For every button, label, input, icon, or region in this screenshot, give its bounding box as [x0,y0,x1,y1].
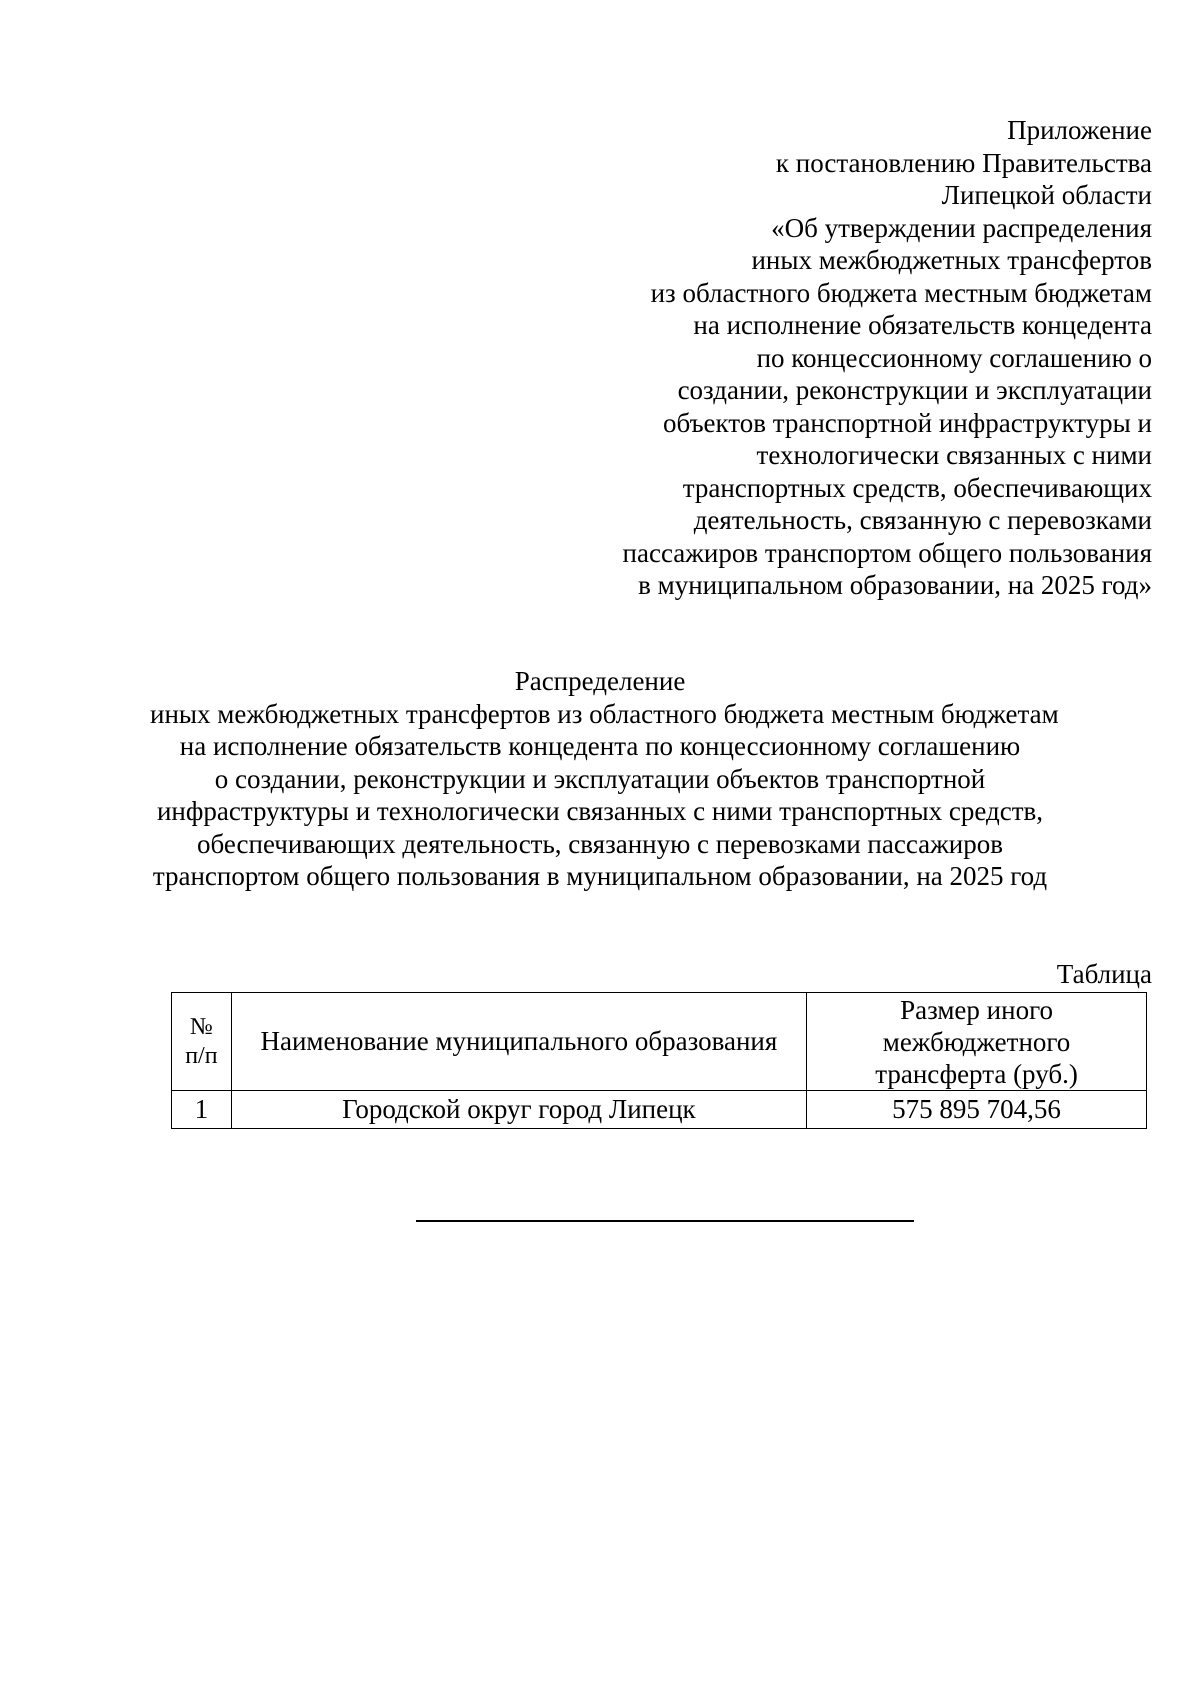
header-transfer-amount [807,993,1147,1091]
title-line: на исполнение обязательств концедента по концессионному соглашению [179,731,1021,761]
header-amount-line: Размер иного [900,994,1053,1025]
title-line: инфраструктуры и технологически связанных с ними транспортных средств, [156,796,1044,826]
title-line: иных межбюджетных трансфертов из областного бюджета местным бюджетам [150,698,1059,729]
header-number-line: п/п [185,1042,218,1069]
header-number-line: № [189,1013,213,1040]
appendix-line: деятельность, связанную с перевозками [693,505,1152,535]
appendix-line: Приложение [1007,115,1152,145]
appendix-line: из областного бюджета местным бюджетам [650,277,1152,308]
title-line: о создании, реконструкции и эксплуатации объектов транспортной [214,763,986,794]
cell-municipality-name: Городской округ город Липецк [231,1091,806,1129]
header-amount-line: межбюджетного [882,1026,1071,1057]
appendix-block [452,114,1152,602]
appendix-line: технологически связанных с ними [756,440,1152,470]
appendix-line: «Об утверждении распределения [771,212,1152,243]
appendix-line: создании, реконструкции и эксплуатации [677,375,1152,405]
title-line: Распределение [514,666,686,696]
table-row [172,1091,1147,1129]
header-municipality-name: Наименование муниципального образования [231,993,806,1091]
table-caption: Таблица [1056,959,1152,989]
title-line: обеспечивающих деятельность, связанную с перевозками пассажиров [197,828,1003,859]
appendix-line: пассажиров транспортом общего пользования [622,537,1152,568]
appendix-line: к постановлению Правительства [775,147,1152,178]
cell-transfer-amount: 575 895 704,56 [807,1091,1147,1129]
appendix-line: иных межбюджетных трансфертов [751,245,1152,275]
appendix-line: в муниципальном образовании, на 2025 год» [638,570,1152,600]
distribution-table [171,992,1147,1129]
cell-number: 1 [172,1091,232,1129]
closing-divider [416,1220,914,1222]
table-header-row [172,993,1147,1091]
document-title [150,665,1059,893]
appendix-line: транспортных средств, обеспечивающих [682,472,1152,503]
header-number [172,993,232,1091]
appendix-line: объектов транспортной инфраструктуры и [663,407,1152,438]
appendix-line: по концессионному соглашению о [756,342,1152,373]
appendix-line: на исполнение обязательств концедента [693,310,1152,340]
header-amount-line: трансферта (руб.) [875,1058,1078,1089]
title-line: транспортом общего пользования в муниципальном образовании, на 2025 год [152,861,1048,891]
appendix-line: Липецкой области [941,180,1152,210]
